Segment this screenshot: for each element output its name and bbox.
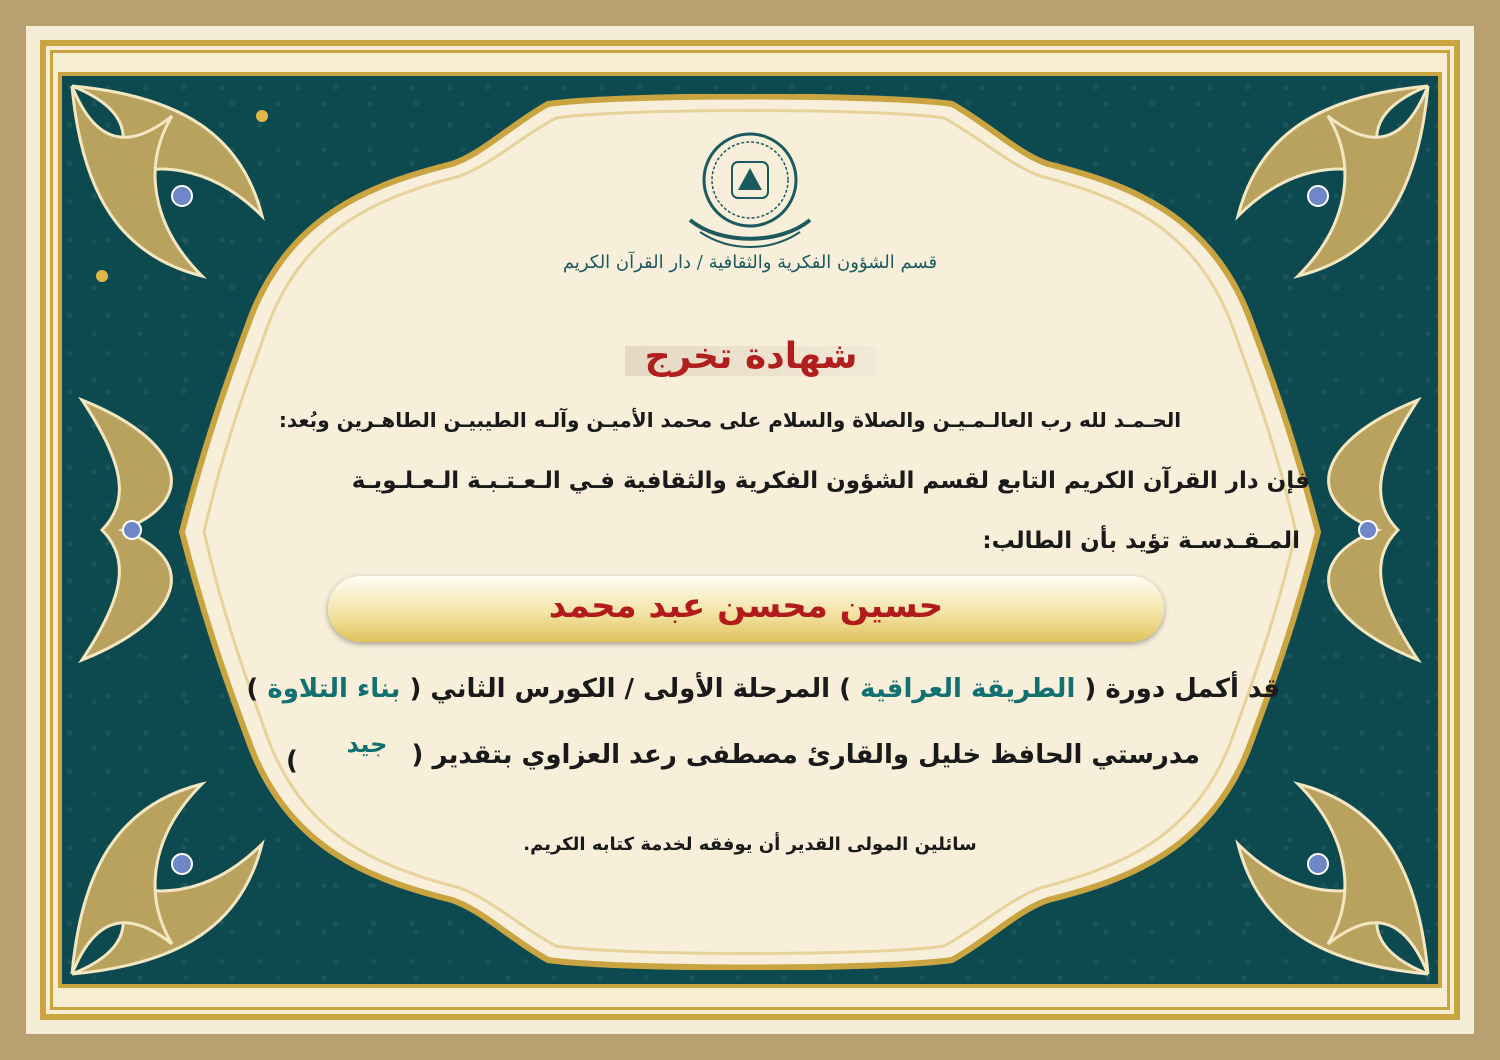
student-name: حسين محسن عبد محمد — [548, 586, 944, 626]
certificate-title-block — [625, 336, 877, 380]
opening-praise-line: الحـمـد لله رب العالـمـيـن والصلاة والسلام على محمد الأميـن وآلـه الطيبيـن الطاهـرين وبُعد: — [278, 408, 1182, 432]
institution-statement-line: فإن دار القرآن الكريم التابع لقسم الشؤون الفكرية والثقافية فـي الـعـتـبـة الـعـلـويـة — [351, 468, 1310, 494]
institution-subtitle: قسم الشؤون الفكرية والثقافية / دار القرآن الكريم — [562, 252, 938, 273]
course-level: بناء التلاوة — [267, 674, 401, 704]
course-method: الطريقة العراقية — [860, 674, 1076, 704]
institution-emblem — [650, 120, 850, 310]
student-name-banner — [328, 576, 1164, 642]
certificate-title: شهادة تخرج — [644, 336, 858, 377]
closing-line: سائلين المولى القدير أن يوفقه لخدمة كتابه الكريم. — [523, 834, 977, 855]
course-suffix: ) — [246, 674, 259, 704]
student-intro-line: المـقـدسـة تؤيد بأن الطالب: — [982, 528, 1300, 554]
certificate-content — [200, 100, 1310, 940]
course-middle: ) المرحلة الأولى / الكورس الثاني ( — [409, 674, 851, 704]
course-line — [200, 674, 1300, 704]
grade-closing-bracket: ) — [286, 746, 298, 776]
grade-value: جيد — [346, 730, 388, 758]
teachers-line: مدرستي الحافظ خليل والقارئ مصطفى رعد العزاوي بتقدير ( — [411, 740, 1200, 770]
course-prefix: قد أكمل دورة ( — [1084, 674, 1280, 704]
